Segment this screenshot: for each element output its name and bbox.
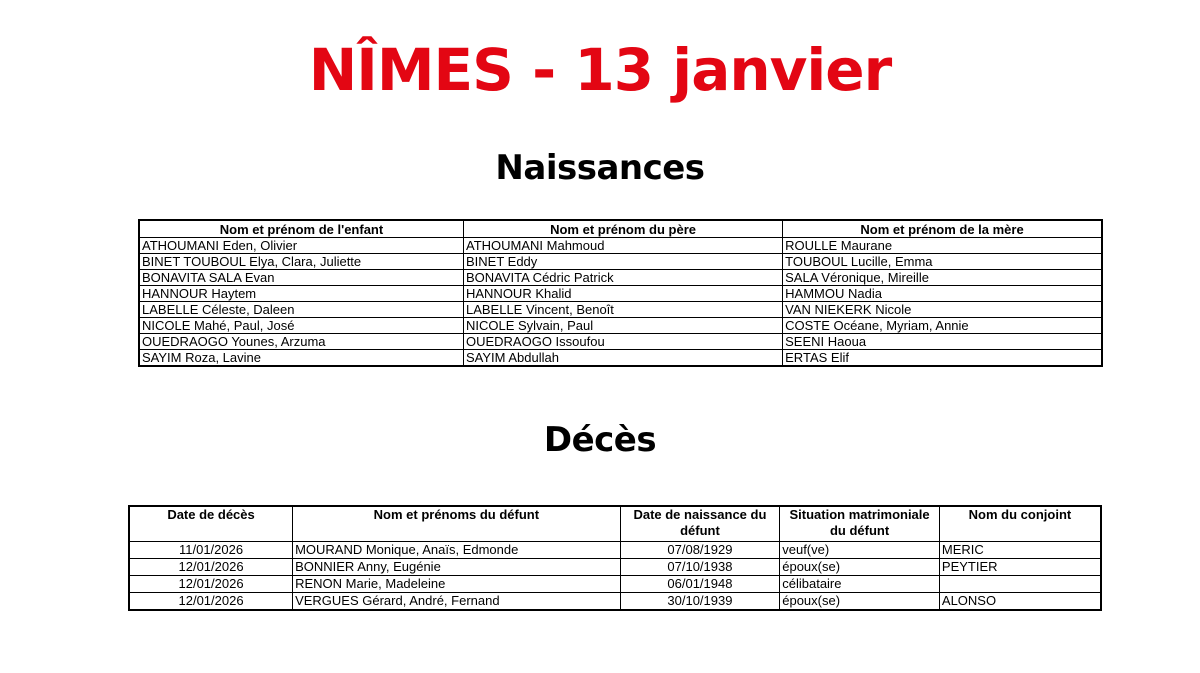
death-date: 12/01/2026 (129, 559, 293, 576)
death-date: 11/01/2026 (129, 542, 293, 559)
deaths-heading: Décès (543, 420, 657, 460)
father-name: OUEDRAOGO Issoufou (463, 334, 782, 350)
births-table (138, 219, 1103, 367)
page-title: NÎMES - 13 janvier (308, 36, 892, 104)
births-heading: Naissances (495, 148, 705, 188)
father-name: NICOLE Sylvain, Paul (463, 318, 782, 334)
column-header-father: Nom et prénom du père (463, 220, 782, 238)
birth-date: 30/10/1939 (620, 593, 780, 611)
spouse-name: PEYTIER (939, 559, 1101, 576)
deceased-name: MOURAND Monique, Anaïs, Edmonde (293, 542, 621, 559)
marital-status: époux(se) (780, 593, 940, 611)
child-name: HANNOUR Haytem (139, 286, 463, 302)
table-row (129, 576, 1101, 593)
column-header-deceased-name: Nom et prénoms du défunt (293, 506, 621, 542)
father-name: BONAVITA Cédric Patrick (463, 270, 782, 286)
death-date: 12/01/2026 (129, 576, 293, 593)
child-name: SAYIM Roza, Lavine (139, 350, 463, 367)
spouse-name (939, 576, 1101, 593)
mother-name: SEENI Haoua (783, 334, 1102, 350)
deceased-name: VERGUES Gérard, André, Fernand (293, 593, 621, 611)
marital-status: veuf(ve) (780, 542, 940, 559)
birth-date: 07/08/1929 (620, 542, 780, 559)
child-name: BINET TOUBOUL Elya, Clara, Juliette (139, 254, 463, 270)
births-header-row (139, 220, 1102, 238)
table-row (139, 254, 1102, 270)
spouse-name: MERIC (939, 542, 1101, 559)
spouse-name: ALONSO (939, 593, 1101, 611)
column-header-birth-date: Date de naissance du défunt (620, 506, 780, 542)
mother-name: SALA Véronique, Mireille (783, 270, 1102, 286)
table-row (139, 318, 1102, 334)
birth-date: 07/10/1938 (620, 559, 780, 576)
father-name: ATHOUMANI Mahmoud (463, 238, 782, 254)
column-header-death-date: Date de décès (129, 506, 293, 542)
deceased-name: BONNIER Anny, Eugénie (293, 559, 621, 576)
father-name: SAYIM Abdullah (463, 350, 782, 367)
deaths-header-row (129, 506, 1101, 542)
child-name: NICOLE Mahé, Paul, José (139, 318, 463, 334)
child-name: OUEDRAOGO Younes, Arzuma (139, 334, 463, 350)
birth-date: 06/01/1948 (620, 576, 780, 593)
table-row (129, 542, 1101, 559)
column-header-spouse-name: Nom du conjoint (939, 506, 1101, 542)
mother-name: ERTAS Elif (783, 350, 1102, 367)
table-row (139, 270, 1102, 286)
father-name: BINET Eddy (463, 254, 782, 270)
table-row (139, 238, 1102, 254)
child-name: BONAVITA SALA Evan (139, 270, 463, 286)
table-row (129, 593, 1101, 611)
mother-name: HAMMOU Nadia (783, 286, 1102, 302)
father-name: HANNOUR Khalid (463, 286, 782, 302)
deaths-table (128, 505, 1102, 611)
mother-name: TOUBOUL Lucille, Emma (783, 254, 1102, 270)
table-row (139, 350, 1102, 367)
column-header-mother: Nom et prénom de la mère (783, 220, 1102, 238)
mother-name: VAN NIEKERK Nicole (783, 302, 1102, 318)
child-name: ATHOUMANI Eden, Olivier (139, 238, 463, 254)
table-row (139, 286, 1102, 302)
deceased-name: RENON Marie, Madeleine (293, 576, 621, 593)
mother-name: ROULLE Maurane (783, 238, 1102, 254)
column-header-marital-status: Situation matrimoniale du défunt (780, 506, 940, 542)
father-name: LABELLE Vincent, Benoît (463, 302, 782, 318)
mother-name: COSTE Océane, Myriam, Annie (783, 318, 1102, 334)
table-row (139, 334, 1102, 350)
marital-status: époux(se) (780, 559, 940, 576)
marital-status: célibataire (780, 576, 940, 593)
table-row (129, 559, 1101, 576)
table-row (139, 302, 1102, 318)
death-date: 12/01/2026 (129, 593, 293, 611)
column-header-child: Nom et prénom de l'enfant (139, 220, 463, 238)
child-name: LABELLE Céleste, Daleen (139, 302, 463, 318)
